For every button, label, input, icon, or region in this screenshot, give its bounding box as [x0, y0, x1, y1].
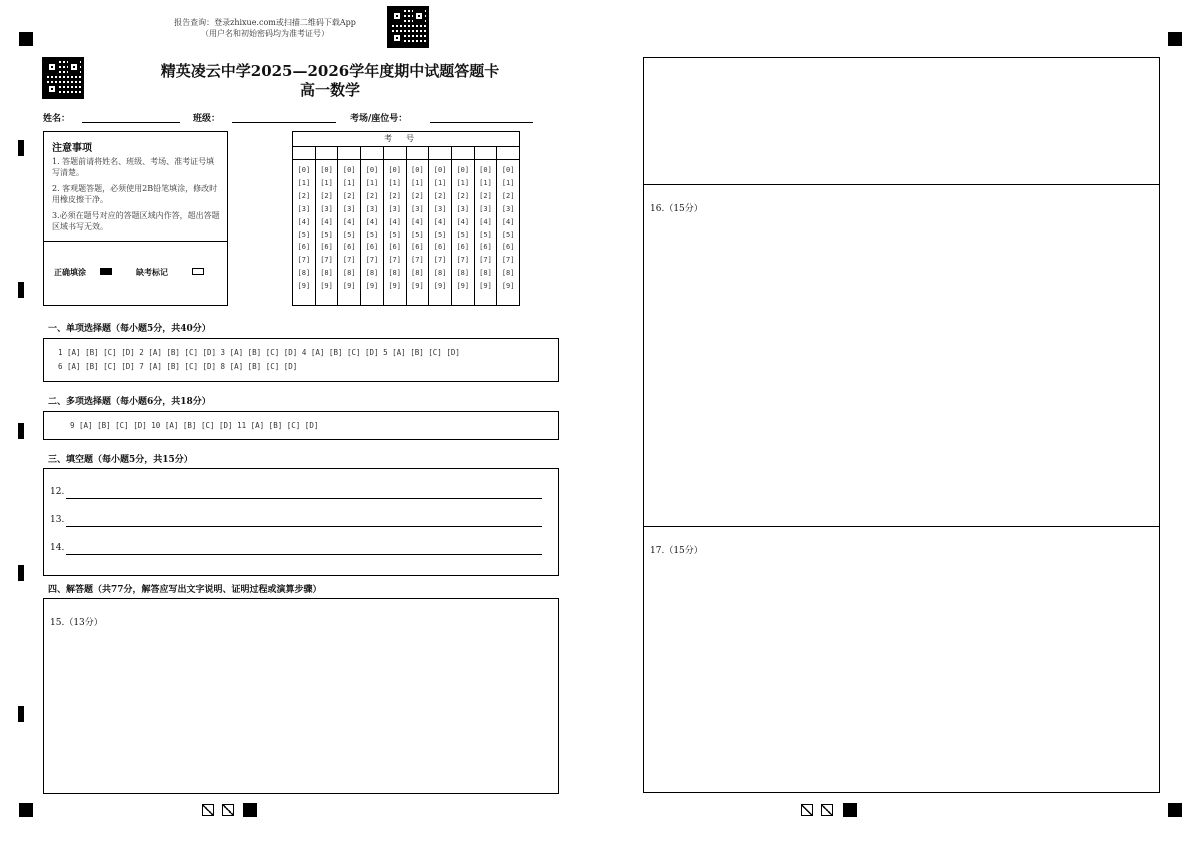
digit-bubble[interactable]: [1] — [433, 178, 447, 187]
student-qr-code — [42, 57, 84, 99]
digit-bubble[interactable]: [3] — [388, 204, 401, 213]
digit-bubble[interactable]: [7] — [411, 256, 424, 265]
fill-blank-13-label: 13. — [50, 515, 65, 525]
exam-number-write-cell[interactable] — [316, 147, 338, 160]
digit-bubble[interactable]: [6] — [479, 243, 492, 252]
multi-choice-box — [43, 411, 559, 440]
class-label: 班级： — [193, 114, 221, 124]
digit-bubble[interactable]: [2] — [479, 191, 492, 200]
digit-bubble[interactable]: [2] — [365, 191, 379, 200]
digit-bubble[interactable]: [8] — [297, 269, 311, 278]
exam-number-write-cell[interactable] — [475, 147, 497, 160]
digit-bubble[interactable]: [1] — [411, 178, 424, 187]
digit-bubble[interactable]: [5] — [297, 230, 311, 239]
digit-bubble[interactable]: [7] — [479, 256, 492, 265]
exam-number-column — [384, 147, 407, 306]
digit-bubble[interactable]: [1] — [365, 178, 379, 187]
exam-number-column — [475, 147, 498, 306]
digit-bubble[interactable]: [0] — [433, 166, 447, 174]
exam-number-bubbles — [361, 160, 383, 293]
digit-bubble[interactable]: [5] — [342, 230, 356, 239]
digit-bubble[interactable]: [8] — [365, 269, 379, 278]
question-16-label: 16.（15分） — [650, 204, 703, 214]
page-pattern-mark — [243, 803, 257, 817]
digit-bubble[interactable]: [5] — [456, 230, 470, 239]
digit-bubble[interactable]: [0] — [342, 166, 356, 174]
digit-bubble[interactable]: [3] — [411, 204, 424, 213]
digit-bubble[interactable]: [6] — [320, 243, 333, 252]
answer-area-15[interactable] — [43, 598, 559, 794]
digit-bubble[interactable]: [4] — [411, 217, 424, 226]
timing-mark — [18, 140, 24, 156]
digit-bubble[interactable]: [7] — [342, 256, 356, 265]
digit-bubble[interactable]: [2] — [320, 191, 333, 200]
exam-number-write-cell[interactable] — [293, 147, 315, 160]
digit-bubble[interactable]: [3] — [365, 204, 379, 213]
digit-bubble[interactable]: [8] — [501, 269, 515, 278]
digit-bubble[interactable]: [3] — [479, 204, 492, 213]
absent-mark-label: 缺考标记 — [136, 267, 168, 277]
digit-bubble[interactable]: [1] — [297, 178, 311, 187]
page-pattern-mark — [202, 804, 214, 816]
absent-mark-box[interactable] — [192, 268, 204, 275]
notice-line-2: 2. 客观题答题，必须使用2B铅笔填涂，修改时用橡皮擦干净。 — [52, 184, 218, 204]
digit-bubble[interactable]: [4] — [501, 217, 515, 226]
notice-title: 注意事项 — [52, 143, 92, 154]
digit-bubble[interactable]: [8] — [411, 269, 424, 278]
fill-blank-box — [43, 468, 559, 576]
name-field[interactable] — [82, 122, 180, 123]
digit-bubble[interactable]: [7] — [501, 256, 515, 265]
page-pattern-mark — [801, 804, 813, 816]
digit-bubble[interactable]: [2] — [456, 191, 470, 200]
exam-number-write-cell[interactable] — [497, 147, 519, 160]
timing-mark — [18, 423, 24, 439]
timing-mark — [18, 565, 24, 581]
digit-bubble[interactable]: [9] — [501, 282, 515, 291]
notice-box — [43, 131, 228, 306]
digit-bubble[interactable]: [5] — [388, 230, 401, 239]
exam-number-column — [452, 147, 475, 306]
digit-bubble[interactable]: [7] — [433, 256, 447, 265]
digit-bubble[interactable]: [3] — [320, 204, 333, 213]
exam-number-column — [316, 147, 339, 306]
digit-bubble[interactable]: [9] — [320, 282, 333, 291]
digit-bubble[interactable]: [6] — [456, 243, 470, 252]
section-3-title: 三、填空题（每小题5分，共15分） — [48, 455, 193, 465]
digit-bubble[interactable]: [6] — [411, 243, 424, 252]
correct-fill-sample — [100, 268, 112, 275]
digit-bubble[interactable]: [4] — [320, 217, 333, 226]
digit-bubble[interactable]: [7] — [297, 256, 311, 265]
report-note-text: （用户名和初始密码均为准考证号） — [201, 29, 329, 38]
digit-bubble[interactable]: [1] — [388, 178, 401, 187]
multi-choice-row-1[interactable]: 9 [A] [B] [C] [D] 10 [A] [B] [C] [D] 11 [A] [B] [C] [D] — [70, 421, 319, 430]
timing-mark — [18, 706, 24, 722]
fill-blank-12-line[interactable] — [66, 498, 542, 499]
name-label: 姓名： — [43, 114, 71, 124]
corner-mark-top-left — [19, 32, 33, 46]
correct-fill-label: 正确填涂 — [54, 267, 86, 277]
exam-number-bubbles — [338, 160, 360, 293]
exam-number-write-cell[interactable] — [361, 147, 383, 160]
corner-mark-top-right — [1168, 32, 1182, 46]
digit-bubble[interactable]: [8] — [433, 269, 447, 278]
digit-bubble[interactable]: [4] — [456, 217, 470, 226]
digit-bubble[interactable]: [0] — [456, 166, 470, 174]
digit-bubble[interactable]: [0] — [388, 166, 401, 174]
digit-bubble[interactable]: [4] — [297, 217, 311, 226]
digit-bubble[interactable]: [9] — [342, 282, 356, 291]
digit-bubble[interactable]: [1] — [501, 178, 515, 187]
page-pattern-mark — [821, 804, 833, 816]
corner-mark-bottom-left — [19, 803, 33, 817]
digit-bubble[interactable]: [2] — [342, 191, 356, 200]
answer-area-17[interactable] — [643, 526, 1160, 793]
digit-bubble[interactable]: [9] — [479, 282, 492, 291]
fill-blank-14-label: 14. — [50, 543, 65, 553]
digit-bubble[interactable]: [0] — [297, 166, 311, 174]
digit-bubble[interactable]: [3] — [342, 204, 356, 213]
page-title: 精英凌云中学2025—2026学年度期中试题答题卡 — [160, 62, 500, 80]
corner-mark-bottom-right — [1168, 803, 1182, 817]
fill-blank-12-label: 12. — [50, 487, 65, 497]
digit-bubble[interactable]: [5] — [479, 230, 492, 239]
digit-bubble[interactable]: [2] — [433, 191, 447, 200]
class-field[interactable] — [232, 122, 336, 123]
exam-number-bubbles — [407, 160, 429, 293]
digit-bubble[interactable]: [8] — [342, 269, 356, 278]
exam-number-write-cell[interactable] — [384, 147, 406, 160]
digit-bubble[interactable]: [9] — [433, 282, 447, 291]
digit-bubble[interactable]: [9] — [297, 282, 311, 291]
exam-number-column — [497, 147, 519, 306]
question-17-label: 17.（15分） — [650, 546, 703, 556]
question-15-label: 15.（13分） — [50, 618, 103, 628]
exam-number-bubbles — [497, 160, 519, 293]
subject-title: 高一数学 — [299, 81, 360, 99]
exam-number-column — [338, 147, 361, 306]
section-2-title: 二、多项选择题（每小题6分，共18分） — [48, 397, 211, 407]
page-pattern-mark — [843, 803, 857, 817]
digit-bubble[interactable]: [3] — [297, 204, 311, 213]
notice-line-1: 1. 答题前请将姓名、班级、考场、准考证号填写清楚。 — [52, 157, 215, 177]
digit-bubble[interactable]: [9] — [411, 282, 424, 291]
exam-number-bubbles — [452, 160, 474, 293]
seat-label: 考场/座位号： — [350, 114, 408, 124]
digit-bubble[interactable]: [5] — [320, 230, 333, 239]
digit-bubble[interactable]: [9] — [456, 282, 470, 291]
digit-bubble[interactable]: [8] — [456, 269, 470, 278]
digit-bubble[interactable]: [1] — [456, 178, 470, 187]
digit-bubble[interactable]: [4] — [342, 217, 356, 226]
digit-bubble[interactable]: [2] — [388, 191, 401, 200]
digit-bubble[interactable]: [4] — [479, 217, 492, 226]
digit-bubble[interactable]: [8] — [320, 269, 333, 278]
exam-number-bubbles — [316, 160, 338, 293]
digit-bubble[interactable]: [4] — [388, 217, 401, 226]
digit-bubble[interactable]: [5] — [501, 230, 515, 239]
digit-bubble[interactable]: [1] — [342, 178, 356, 187]
digit-bubble[interactable]: [5] — [433, 230, 447, 239]
digit-bubble[interactable]: [9] — [365, 282, 379, 291]
digit-bubble[interactable]: [6] — [365, 243, 379, 252]
digit-bubble[interactable]: [9] — [388, 282, 401, 291]
digit-bubble[interactable]: [4] — [365, 217, 379, 226]
single-choice-box — [43, 338, 559, 382]
exam-number-write-cell[interactable] — [407, 147, 429, 160]
digit-bubble[interactable]: [0] — [411, 166, 424, 174]
digit-bubble[interactable]: [0] — [320, 166, 333, 174]
digit-bubble[interactable]: [7] — [456, 256, 470, 265]
exam-number-column — [361, 147, 384, 306]
answer-area-15-continued[interactable] — [643, 57, 1160, 185]
exam-number-column — [407, 147, 430, 306]
exam-number-write-cell[interactable] — [452, 147, 474, 160]
fill-blank-14-line[interactable] — [66, 554, 542, 555]
exam-number-bubbles — [293, 160, 315, 293]
seat-field[interactable] — [430, 122, 533, 123]
timing-mark — [18, 282, 24, 298]
answer-area-16[interactable] — [643, 184, 1160, 527]
digit-bubble[interactable]: [6] — [297, 243, 311, 252]
digit-bubble[interactable]: [8] — [388, 269, 401, 278]
digit-bubble[interactable]: [6] — [433, 243, 447, 252]
digit-bubble[interactable]: [1] — [320, 178, 333, 187]
single-choice-row-2[interactable]: 6 [A] [B] [C] [D] 7 [A] [B] [C] [D] 8 [A] [B] [C] [D] — [58, 362, 298, 371]
exam-number-header: 考号 — [293, 132, 519, 147]
digit-bubble[interactable]: [2] — [501, 191, 515, 200]
digit-bubble[interactable]: [5] — [411, 230, 424, 239]
digit-bubble[interactable]: [6] — [342, 243, 356, 252]
notice-line-3: 3.必须在题号对应的答题区域内作答，超出答题区域书写无效。 — [52, 211, 220, 231]
report-query-text: 报告查询：登录zhixue.com或扫描二维码下载App — [174, 18, 356, 27]
digit-bubble[interactable]: [1] — [479, 178, 492, 187]
notice-divider — [44, 241, 227, 242]
exam-number-column — [429, 147, 452, 306]
exam-number-bubbles — [429, 160, 451, 293]
exam-number-write-cell[interactable] — [429, 147, 451, 160]
exam-number-column — [293, 147, 316, 306]
page-pattern-mark — [222, 804, 234, 816]
digit-bubble[interactable]: [3] — [501, 204, 515, 213]
section-1-title: 一、单项选择题（每小题5分，共40分） — [48, 324, 211, 334]
digit-bubble[interactable]: [6] — [388, 243, 401, 252]
exam-number-bubbles — [475, 160, 497, 293]
digit-bubble[interactable]: [7] — [320, 256, 333, 265]
exam-number-grid — [292, 131, 520, 306]
digit-bubble[interactable]: [7] — [365, 256, 379, 265]
digit-bubble[interactable]: [3] — [433, 204, 447, 213]
digit-bubble[interactable]: [3] — [456, 204, 470, 213]
digit-bubble[interactable]: [5] — [365, 230, 379, 239]
digit-bubble[interactable]: [0] — [479, 166, 492, 174]
digit-bubble[interactable]: [7] — [388, 256, 401, 265]
digit-bubble[interactable]: [2] — [297, 191, 311, 200]
digit-bubble[interactable]: [6] — [501, 243, 515, 252]
fill-blank-13-line[interactable] — [66, 526, 542, 527]
download-qr-code — [387, 6, 429, 48]
single-choice-row-1[interactable]: 1 [A] [B] [C] [D] 2 [A] [B] [C] [D] 3 [A] [B] [C] [D] 4 [A] [B] [C] [D] 5 [A] [B] [C] [D] — [58, 348, 460, 357]
digit-bubble[interactable]: [2] — [411, 191, 424, 200]
exam-number-write-cell[interactable] — [338, 147, 360, 160]
exam-number-bubbles — [384, 160, 406, 293]
digit-bubble[interactable]: [0] — [501, 166, 515, 174]
digit-bubble[interactable]: [8] — [479, 269, 492, 278]
digit-bubble[interactable]: [0] — [365, 166, 379, 174]
digit-bubble[interactable]: [4] — [433, 217, 447, 226]
section-4-title: 四、解答题（共77分，解答应写出文字说明、证明过程或演算步骤） — [48, 585, 322, 595]
